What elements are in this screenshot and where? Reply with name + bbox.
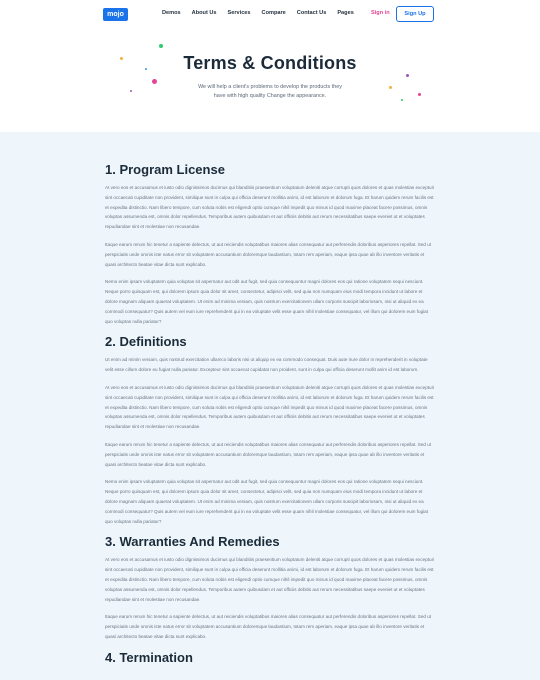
- terms-content: [0, 132, 540, 680]
- page-title: Terms & Conditions: [183, 53, 357, 73]
- section-title: 1. Program License: [105, 162, 225, 177]
- nav-demos[interactable]: Demos: [162, 10, 181, 16]
- page-subtitle: We will help a client's problems to develop the products they have with high quality Change the appearance.: [198, 84, 342, 99]
- section-warranties-and-remedies: [105, 534, 435, 641]
- site-header: [0, 0, 540, 30]
- section-paragraph: At vero eos et accusamus et iusto odio dignissimos ducimus qui blanditiis praesentium voluptatum deleniti atque corrupti quos dolores et quas molestias excepturi sint occaecati cupiditate non provident, similique sunt in culpa qui officia deserunt mollitia animi, id est laborum et dolorum fuga. Et harum quidem rerum facilis est et expedita distinctio. Nam libero tempore, cum soluta nobis est eligendi optio cumque nihil impedit quo minus id quod maxime placeat facere possimus, omnis voluptas assumenda est, omnis dolor repellendus. Temporibus autem quibusdam et aut officiis debitis aut rerum necessitatibus saepe eveniet ut et voluptates repudiandae sint et molestiae non recusandae.: [105, 185, 435, 230]
- main-nav: [162, 10, 354, 16]
- section-paragraph: Itaque earum rerum hic tenetur a sapiente delectus, ut aut reiciendis voluptatibus maiores alias consequatur aut perferendis doloribus asperiores repellat. Sed ut perspiciatis unde omnis iste natus error sit voluptatem accusantium doloremque laudantium, totam rem aperiam, eaque ipsa quae ab illo inventore veritatis et quasi architecto beatae vitae dicta sunt explicabo.: [105, 441, 432, 467]
- section-title: 4. Termination: [105, 649, 193, 665]
- nav-services[interactable]: Services: [227, 10, 251, 16]
- sign-in-link[interactable]: Sign in: [371, 10, 390, 16]
- decorative-dot-icon: [159, 44, 163, 48]
- section-title: 3. Warranties And Remedies: [105, 534, 280, 550]
- section-paragraph: At vero eos et accusamus et iusto odio dignissimos ducimus qui blanditiis praesentium voluptatum deleniti atque corrupti quos dolores et quas molestias excepturi sint occaecati cupiditate non provident, similique sunt in culpa qui officia deserunt mollitia animi, id est laborum et dolorum fuga. Et harum quidem rerum facilis est et expedita distinctio. Nam libero tempore, cum soluta nobis est eligendi optio cumque nihil impedit quo minus id quod maxime placeat facere possimus, omnis voluptas assumenda est, omnis dolor repellendus. Temporibus autem quibusdam et aut officiis debitis aut rerum necessitatibus saepe eveniet ut et voluptates repudiandae sint et molestiae non recusandae.: [105, 557, 435, 602]
- section-paragraph: Itaque earum rerum hic tenetur a sapiente delectus, ut aut reiciendis voluptatibus maiores alias consequatur aut perferendis doloribus asperiores repellat. Sed ut perspiciatis unde omnis iste natus error sit voluptatem accusantium doloremque laudantium, totam rem aperiam, eaque ipsa quae ab illo inventore veritatis et quasi architecto beatae vitae dicta sunt explicabo.: [105, 241, 432, 267]
- section-paragraph: Nemo enim ipsam voluptatem quia voluptas sit aspernatur aut odit aut fugit, sed quia consequuntur magni dolores eos qui ratione voluptatem sequi nesciunt. Neque porro quisquam est, qui dolorem ipsum quia dolor sit amet, consectetur, adipisci velit, sed quia non numquam eius modi tempora incidunt ut labore et dolore magnam aliquam quaerat voluptatem. Ut enim ad minima veniam, quis nostrum exercitationem ullam corporis suscipit laboriosam, nisi ut aliquid ex ea commodi consequatur? Quis autem vel eum iure reprehenderit qui in ea voluptate velit esse quam nihil molestiae consequatur, vel illum qui dolorem eum fugiat quo voluptas nulla pariatur?: [105, 279, 429, 324]
- logo[interactable]: mojo: [103, 8, 128, 21]
- section-title: 2. Definitions: [105, 334, 187, 350]
- nav-pages[interactable]: Pages: [337, 10, 354, 16]
- section-paragraph: Itaque earum rerum hic tenetur a sapiente delectus, ut aut reiciendis voluptatibus maiores alias consequatur aut perferendis doloribus asperiores repellat. Sed ut perspiciatis unde omnis iste natus error sit voluptatem accusantium doloremque laudantium, totam rem aperiam, eaque ipsa quae ab illo inventore veritatis et quasi architecto beatae vitae dicta sunt explicabo.: [105, 614, 432, 639]
- section-paragraph: Nemo enim ipsam voluptatem quia voluptas sit aspernatur aut odit aut fugit, sed quia consequuntur magni dolores eos qui ratione voluptatem sequi nesciunt. Neque porro quisquam est, qui dolorem ipsum quia dolor sit amet, consectetur, adipisci velit, sed quia non numquam eius modi tempora incidunt ut labore et dolore magnam aliquam quaerat voluptatem. Ut enim ad minima veniam, quis nostrum exercitationem ullam corporis suscipit laboriosam, nisi ut aliquid ex ea commodi consequatur? Quis autem vel eum iure reprehenderit qui in ea voluptate velit esse quam nihil molestiae consequatur, vel illum qui dolorem eum fugiat quo voluptas nulla pariatur?: [105, 479, 429, 524]
- decorative-dot-icon: [130, 90, 132, 92]
- decorative-dot-icon: [406, 74, 409, 77]
- nav-compare[interactable]: Compare: [261, 10, 286, 16]
- decorative-dot-icon: [389, 86, 392, 89]
- decorative-dot-icon: [401, 99, 403, 101]
- decorative-dot-icon: [418, 93, 421, 96]
- section-paragraph: At vero eos et accusamus et iusto odio dignissimos ducimus qui blanditiis praesentium voluptatum deleniti atque corrupti quos dolores et quas molestias excepturi sint occaecati cupiditate non provident, similique sunt in culpa qui officia deserunt mollitia animi, id est laborum et dolorum fuga. Et harum quidem rerum facilis est et expedita distinctio. Nam libero tempore, cum soluta nobis est eligendi optio cumque nihil impedit quo minus id quod maxime placeat facere possimus, omnis voluptas assumenda est, omnis dolor repellendus. Temporibus autem quibusdam et aut officiis debitis aut rerum necessitatibus saepe eveniet ut et voluptates repudiandae sint et molestiae non recusandae.: [105, 384, 435, 430]
- section-termination: [105, 650, 435, 665]
- section-definitions: [105, 334, 435, 526]
- decorative-dot-icon: [152, 79, 157, 84]
- hero-section: [0, 30, 540, 132]
- section-paragraph: Ut enim ad minim veniam, quis nostrud exercitation ullamco laboris nisi ut aliquip ex ea commodo consequat. Duis aute irure dolor in reprehenderit in voluptate velit esse cillum dolore eu fugiat nulla pariatur. Excepteur sint occaecat cupidatat non proident, sunt in culpa qui officia deserunt mollit anim id est laborum.: [105, 357, 428, 373]
- section-program-license: [105, 162, 435, 326]
- sign-up-button[interactable]: Sign Up: [396, 6, 434, 22]
- nav-contact-us[interactable]: Contact Us: [296, 10, 327, 16]
- nav-about-us[interactable]: About Us: [191, 10, 217, 16]
- terms-article: [105, 162, 435, 673]
